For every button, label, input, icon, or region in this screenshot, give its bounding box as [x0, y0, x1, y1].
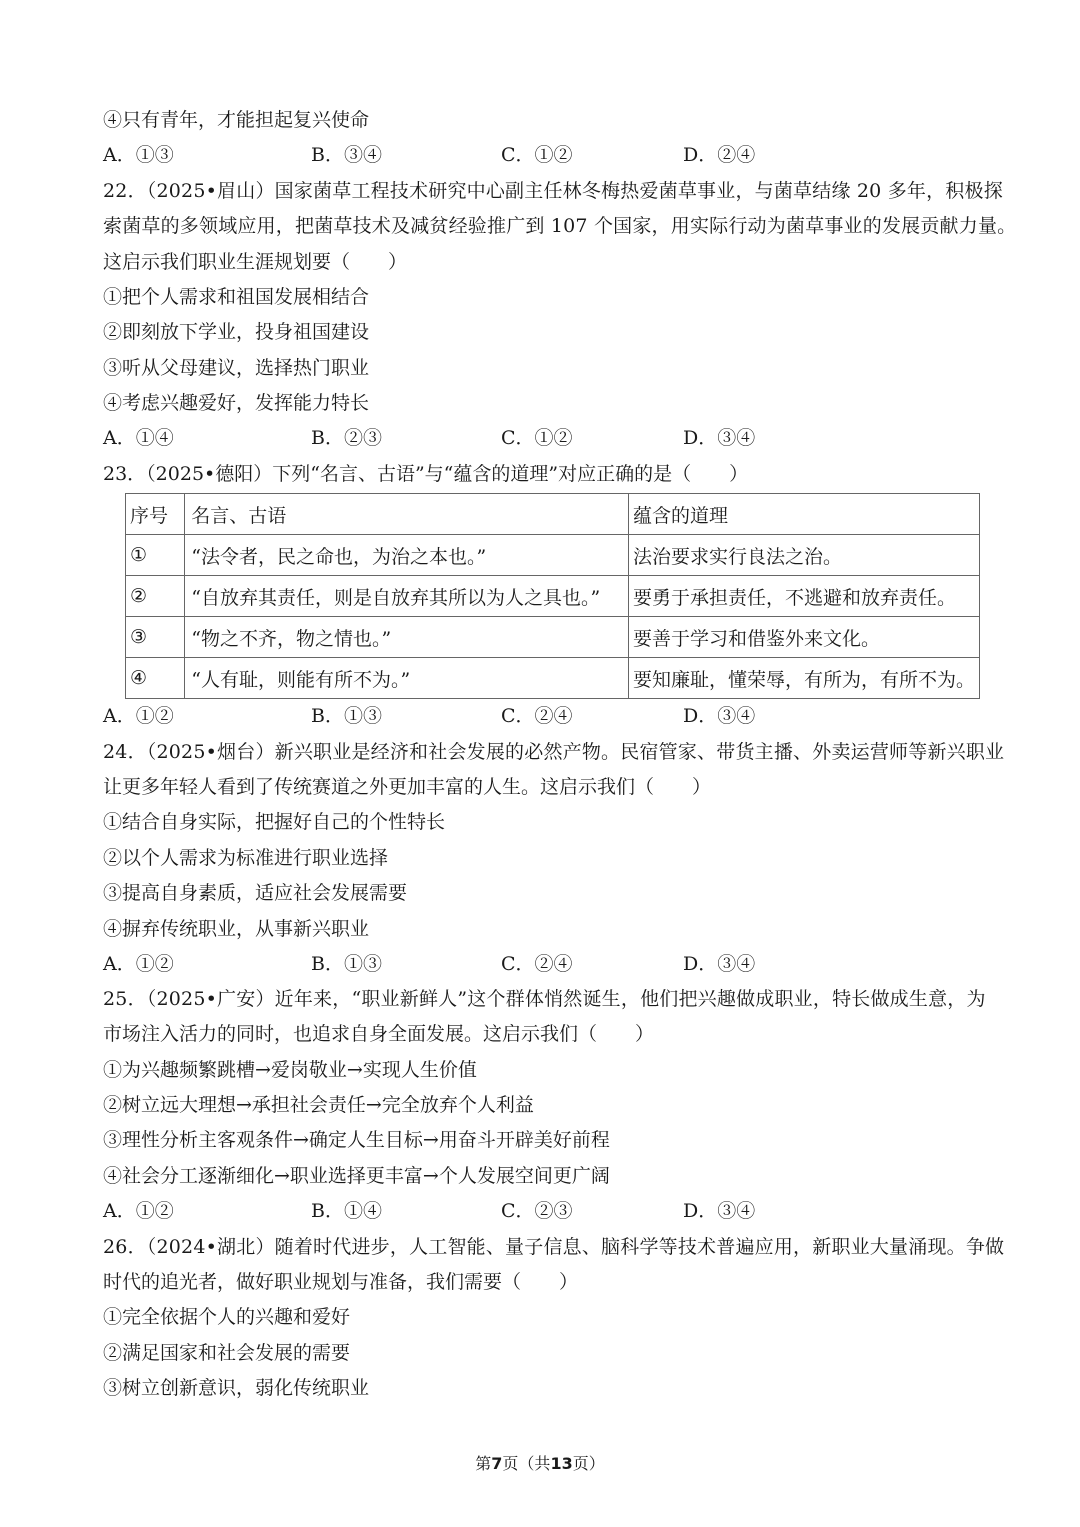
table-header-cell: 序号: [126, 494, 185, 535]
q23-option-c: C．②④: [501, 705, 573, 727]
total-pages: 13: [550, 1454, 573, 1473]
table-header-cell: 蕴含的道理: [628, 494, 979, 535]
q22-option-b: B．②③: [311, 427, 382, 449]
q25-item-2: ②树立远大理想→承担社会责任→完全放弃个人利益: [103, 1094, 534, 1116]
table-row: [126, 617, 980, 658]
q26-item-2: ②满足国家和社会发展的需要: [103, 1342, 351, 1364]
table-cell: ②: [126, 576, 185, 617]
table-row: [126, 535, 980, 576]
q22-stem-line3: 这启示我们职业生涯规划要（ ）: [103, 251, 408, 273]
q24-option-d: D．③④: [683, 953, 756, 975]
q26-stem-line2: 时代的追光者，做好职业规划与准备，我们需要（ ）: [103, 1271, 579, 1293]
q25-option-d: D．③④: [683, 1200, 756, 1222]
q22-item-3: ③听从父母建议，选择热门职业: [103, 357, 370, 379]
q23-table: [125, 493, 980, 699]
page-number: 7: [491, 1454, 503, 1473]
q21-option-a: A．①③: [103, 144, 174, 166]
q26-item-1: ①完全依据个人的兴趣和爱好: [103, 1306, 351, 1328]
table-cell: “物之不齐，物之情也。”: [185, 617, 629, 658]
q23-stem: 23．（2025•德阳）下列“名言、古语”与“蕴含的道理”对应正确的是（ ）: [103, 463, 749, 485]
q22-stem-line1: 22．（2025•眉山）国家菌草工程技术研究中心副主任林冬梅热爱菌草事业，与菌草结缘 20 多年，积极探: [103, 180, 1003, 202]
table-row: [126, 576, 980, 617]
q24-item-3: ③提高自身素质，适应社会发展需要: [103, 882, 408, 904]
q24-option-c: C．②④: [501, 953, 573, 975]
table-cell: 法治要求实行良法之治。: [628, 535, 979, 576]
q22-option-d: D．③④: [683, 427, 756, 449]
q25-item-4: ④社会分工逐渐细化→职业选择更丰富→个人发展空间更广阔: [103, 1165, 610, 1187]
q26-item-3: ③树立创新意识，弱化传统职业: [103, 1377, 370, 1399]
table-cell: 要勇于承担责任，不逃避和放弃责任。: [628, 576, 979, 617]
table-cell: “自放弃其责任，则是自放弃其所以为人之具也。”: [185, 576, 629, 617]
q24-stem-line1: 24．（2025•烟台）新兴职业是经济和社会发展的必然产物。民宿管家、带货主播、外卖运营师等新兴职业: [103, 741, 1005, 763]
q25-option-c: C．②③: [501, 1200, 573, 1222]
footer-middle: 页（共: [502, 1454, 551, 1473]
q22-item-1: ①把个人需求和祖国发展相结合: [103, 286, 370, 308]
q23-option-a: A．①②: [103, 705, 174, 727]
q22-stem-line2: 索菌草的多领域应用，把菌草技术及减贫经验推广到 107 个国家，用实际行动为菌草事业的发展贡献力量。: [103, 215, 1017, 237]
q25-item-3: ③理性分析主客观条件→确定人生目标→用奋斗开辟美好前程: [103, 1129, 610, 1151]
q22-options: [103, 426, 903, 450]
table-cell: “法令者，民之命也，为治之本也。”: [185, 535, 629, 576]
page-footer: [0, 1453, 1080, 1475]
table-cell: “人有耻，则能有所不为。”: [185, 658, 629, 699]
q21-option-b: B．③④: [311, 144, 382, 166]
q21-option-d: D．②④: [683, 144, 756, 166]
q25-item-1: ①为兴趣频繁跳槽→爱岗敬业→实现人生价值: [103, 1059, 477, 1081]
table-cell: ③: [126, 617, 185, 658]
table-header-cell: 名言、古语: [185, 494, 629, 535]
q24-item-2: ②以个人需求为标准进行职业选择: [103, 847, 389, 869]
q24-item-1: ①结合自身实际，把握好自己的个性特长: [103, 811, 446, 833]
q23-option-b: B．①③: [311, 705, 382, 727]
q22-item-2: ②即刻放下学业，投身祖国建设: [103, 321, 370, 343]
q25-option-b: B．①④: [311, 1200, 382, 1222]
table-cell: ④: [126, 658, 185, 699]
q24-stem-line2: 让更多年轻人看到了传统赛道之外更加丰富的人生。这启示我们（ ）: [103, 776, 712, 798]
q25-option-a: A．①②: [103, 1200, 174, 1222]
q21-options: [103, 143, 903, 167]
footer-suffix: 页）: [572, 1454, 605, 1473]
q22-option-c: C．①②: [501, 427, 573, 449]
q22-item-4: ④考虑兴趣爱好，发挥能力特长: [103, 392, 370, 414]
q24-option-a: A．①②: [103, 953, 174, 975]
q22-option-a: A．①④: [103, 427, 174, 449]
footer-prefix: 第: [475, 1454, 492, 1473]
q24-options: [103, 952, 903, 976]
table-row: [126, 658, 980, 699]
q23-option-d: D．③④: [683, 705, 756, 727]
q21-item-4: ④只有青年，才能担起复兴使命: [103, 109, 370, 131]
table-cell: ①: [126, 535, 185, 576]
table-cell: 要善于学习和借鉴外来文化。: [628, 617, 979, 658]
q25-options: [103, 1199, 903, 1223]
table-header-row: [126, 494, 980, 535]
q24-option-b: B．①③: [311, 953, 382, 975]
q25-stem-line2: 市场注入活力的同时，也追求自身全面发展。这启示我们（ ）: [103, 1023, 655, 1045]
q21-option-c: C．①②: [501, 144, 573, 166]
q25-stem-line1: 25．（2025•广安）近年来，“职业新鲜人”这个群体悄然诞生，他们把兴趣做成职业，特长做成生意，为: [103, 988, 986, 1010]
q23-options: [103, 704, 903, 728]
q24-item-4: ④摒弃传统职业，从事新兴职业: [103, 918, 370, 940]
q26-stem-line1: 26．（2024•湖北）随着时代进步，人工智能、量子信息、脑科学等技术普遍应用，新职业大量涌现。争做: [103, 1236, 1005, 1258]
table-cell: 要知廉耻，懂荣辱，有所为，有所不为。: [628, 658, 979, 699]
